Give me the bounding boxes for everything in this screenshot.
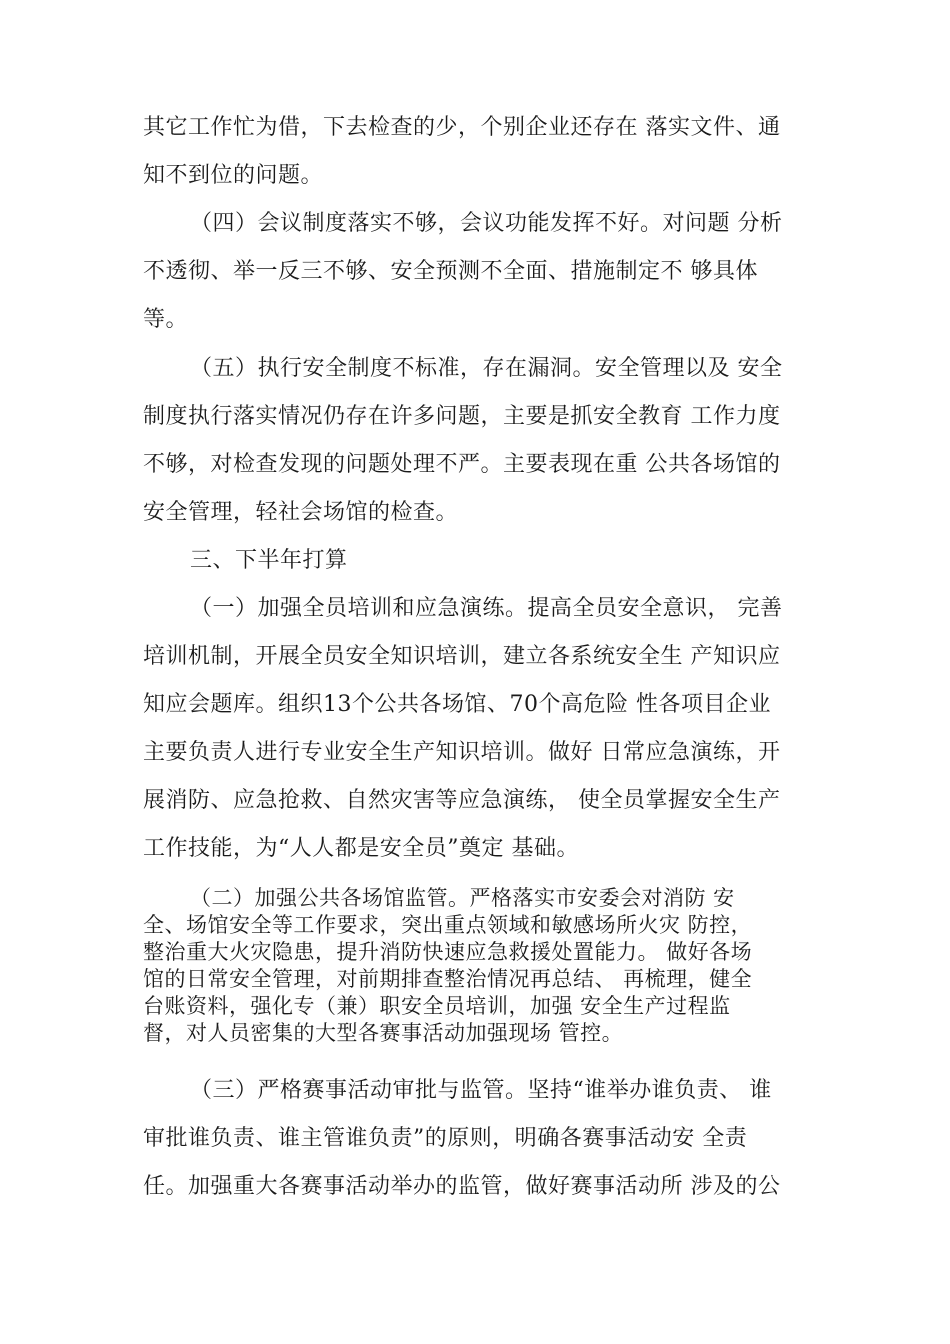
text-line: 整治重大火灾隐患，提升消防快速应急救援处置能力。 做好各场 <box>143 940 753 964</box>
text-line: 任。加强重大各赛事活动举办的监管，做好赛事活动所 涉及的公 <box>143 1174 781 1199</box>
text-line: 其它工作忙为借，下去检查的少，个别企业还存在 落实文件、通 <box>143 115 781 140</box>
text-line: 不透彻、举一反三不够、安全预测不全面、措施制定不 够具体 <box>143 259 758 284</box>
text-line: 馆的日常安全管理，对前期排查整治情况再总结、 再梳理，健全 <box>143 967 753 991</box>
text-line: （一）加强全员培训和应急演练。提高全员安全意识， 完善 <box>190 596 783 621</box>
text-line: 知应会题库。组织13个公共各场馆、70个高危险 性各项目企业 <box>143 692 771 717</box>
text-line: 安全管理，轻社会场馆的检查。 <box>143 500 459 525</box>
section-heading: 三、下半年打算 <box>190 548 348 573</box>
text-line: 主要负责人进行专业安全生产知识培训。做好 日常应急演练，开 <box>143 740 781 765</box>
text-line: （二）加强公共各场馆监管。严格落实市安委会对消防 安 <box>190 886 735 910</box>
text-line: 制度执行落实情况仍存在许多问题，主要是抓安全教育 工作力度 <box>143 404 781 429</box>
text-line: 培训机制，开展全员安全知识培训，建立各系统安全生 产知识应 <box>143 644 781 669</box>
text-line: 知不到位的问题。 <box>143 163 324 188</box>
text-line: 工作技能，为“人人都是安全员”奠定 基础。 <box>143 836 579 861</box>
text-line: 等。 <box>143 307 189 332</box>
text-line: （四）会议制度落实不够，会议功能发挥不好。对问题 分析 <box>190 211 783 236</box>
text-line: 审批谁负责、谁主管谁负责”的原则，明确各赛事活动安 全责 <box>143 1126 748 1151</box>
text-line: 台账资料，强化专（兼）职安全员培训，加强 安全生产过程监 <box>143 994 731 1018</box>
text-line: （五）执行安全制度不标准，存在漏洞。安全管理以及 安全 <box>190 356 783 381</box>
text-line: 不够，对检查发现的问题处理不严。主要表现在重 公共各场馆的 <box>143 452 781 477</box>
text-line: 督，对人员密集的大型各赛事活动加强现场 管控。 <box>143 1021 624 1045</box>
text-line: 展消防、应急抢救、自然灾害等应急演练， 使全员掌握安全生产 <box>143 788 781 813</box>
text-line: （三）严格赛事活动审批与监管。坚持“谁举办谁负责、 谁 <box>190 1078 772 1103</box>
text-line: 全、场馆安全等工作要求，突出重点领域和敏感场所火灾 防控， <box>143 913 753 937</box>
